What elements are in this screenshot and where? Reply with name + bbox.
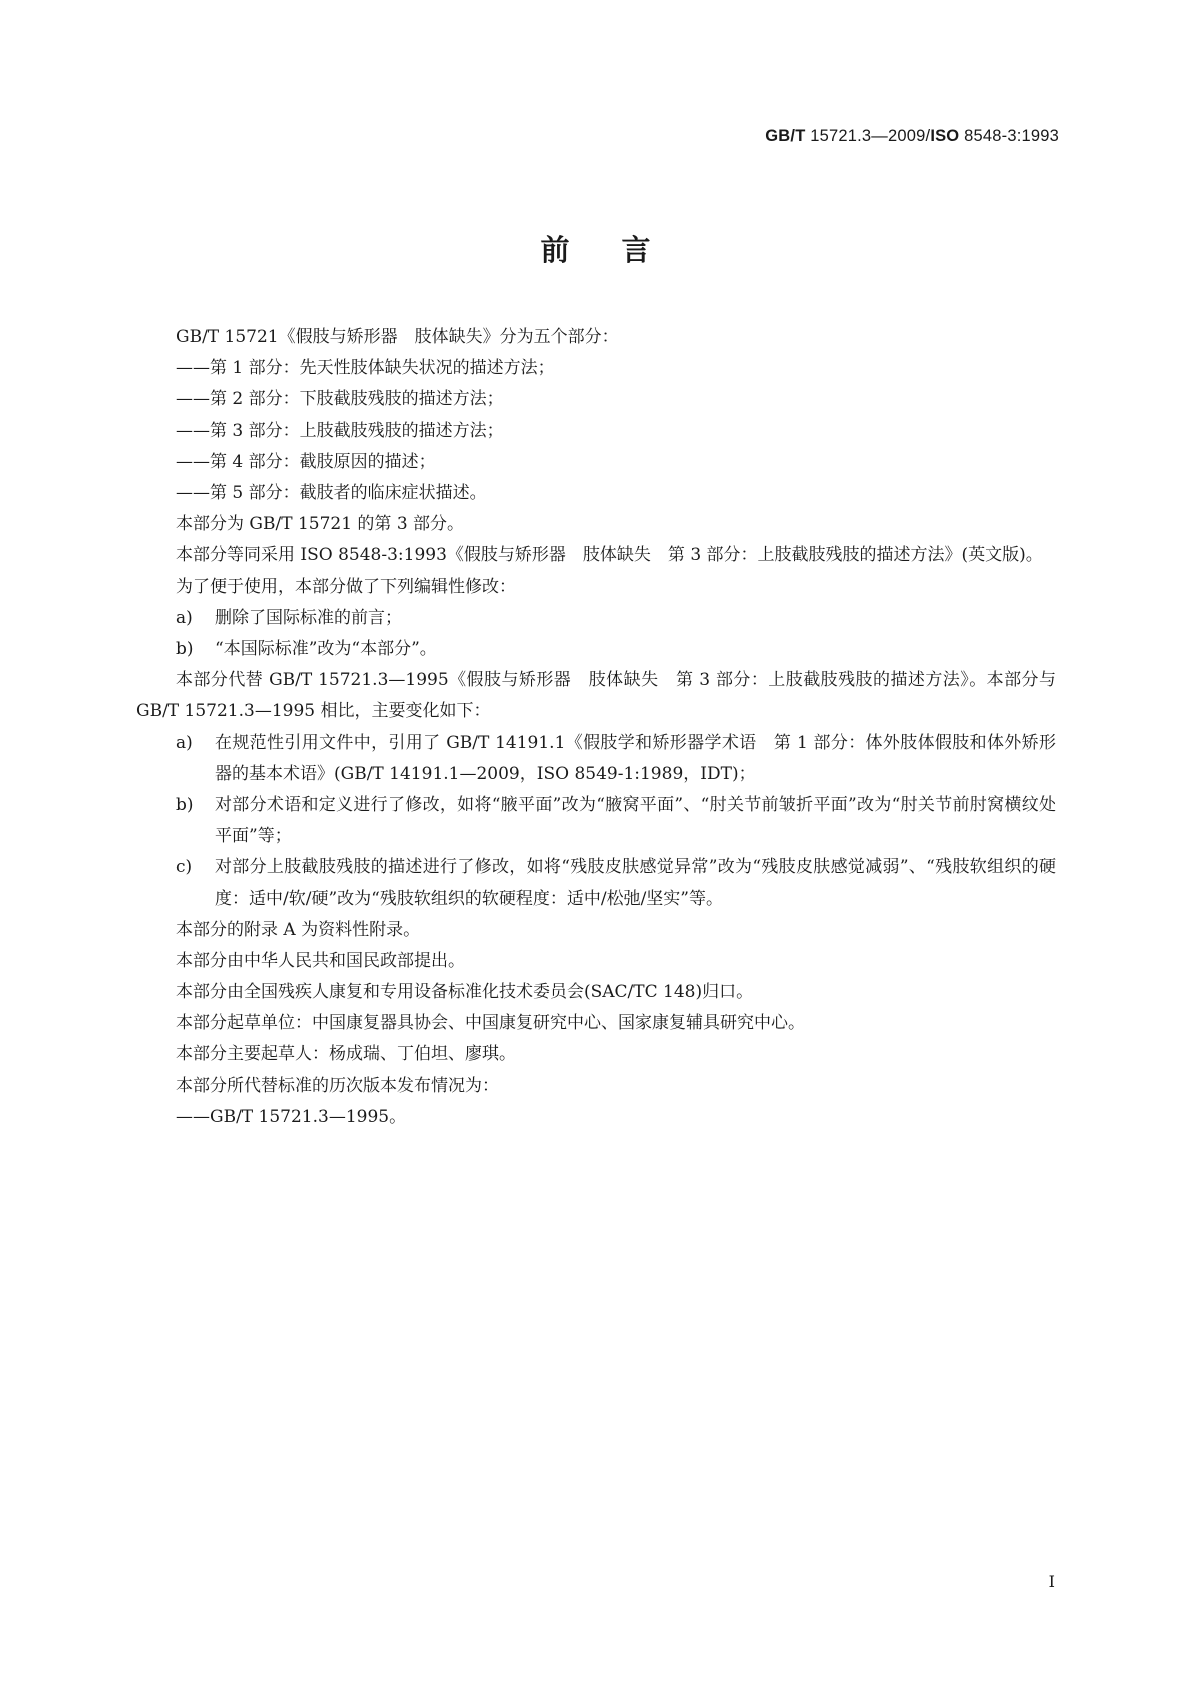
part-list-item: ——第 2 部分：下肢截肢残肢的描述方法； bbox=[176, 389, 504, 410]
list-marker: a) bbox=[176, 607, 193, 628]
standard-code-header bbox=[765, 127, 1059, 146]
proposed-by-paragraph: 本部分由中华人民共和国民政部提出。 bbox=[176, 950, 465, 971]
list-item-text: 在规范性引用文件中，引用了 GB/T 14191.1《假肢学和矫形器学术语 第 1 部分：体外肢体假肢和体外矫形器的基本术语》(GB/T 14191.1—2009，ISO 8549-1:1989，IDT)； bbox=[215, 732, 1056, 784]
list-marker: c) bbox=[176, 857, 193, 878]
page-title: 前言 bbox=[540, 233, 703, 267]
appendix-paragraph: 本部分的附录 A 为资料性附录。 bbox=[176, 919, 421, 940]
list-item-text: “本国际标准”改为“本部分”。 bbox=[215, 638, 437, 659]
list-marker: a) bbox=[176, 732, 193, 753]
change-list-item bbox=[136, 852, 1056, 914]
change-list-item bbox=[136, 728, 1056, 790]
editorial-list-item bbox=[136, 634, 1056, 665]
under-paragraph: 本部分由全国残疾人康复和专用设备标准化技术委员会(SAC/TC 148)归口。 bbox=[176, 982, 754, 1003]
header-code-iso-number: 8548-3:1993 bbox=[959, 127, 1059, 145]
history-list-item: ——GB/T 15721.3—1995。 bbox=[176, 1106, 407, 1127]
replaces-paragraph: 本部分代替 GB/T 15721.3—1995《假肢与矫形器 肢体缺失 第 3 部分：上肢截肢残肢的描述方法》。本部分与 GB/T 15721.3—1995 相比，主要变化如下： bbox=[136, 670, 1056, 722]
drafters-paragraph: 本部分主要起草人：杨成瑞、丁伯坦、廖琪。 bbox=[176, 1044, 516, 1065]
this-part-paragraph: 本部分为 GB/T 15721 的第 3 部分。 bbox=[176, 514, 465, 535]
header-code-number: 15721.3—2009/ bbox=[805, 127, 931, 145]
document-body bbox=[136, 322, 1056, 1133]
editorial-intro-paragraph: 为了便于使用，本部分做了下列编辑性修改： bbox=[176, 576, 516, 597]
list-item-text: 对部分上肢截肢残肢的描述进行了修改，如将“残肢皮肤感觉异常”改为“残肢皮肤感觉减弱”、“残肢软组织的硬度：适中/软/硬”改为“残肢软组织的软硬程度：适中/松弛/坚实”等。 bbox=[215, 857, 1056, 909]
editorial-list-item bbox=[136, 603, 1056, 634]
list-item-text: 对部分术语和定义进行了修改，如将“腋平面”改为“腋窝平面”、“肘关节前皱折平面”改为“肘关节前肘窝横纹处平面”等； bbox=[215, 794, 1056, 847]
intro-paragraph: GB/T 15721《假肢与矫形器 肢体缺失》分为五个部分： bbox=[176, 327, 619, 347]
adoption-paragraph: 本部分等同采用 ISO 8548-3:1993《假肢与矫形器 肢体缺失 第 3 部分：上肢截肢残肢的描述方法》(英文版)。 bbox=[176, 545, 1043, 566]
part-list-item: ——第 5 部分：截肢者的临床症状描述。 bbox=[176, 482, 487, 503]
drafting-units-paragraph: 本部分起草单位：中国康复器具协会、中国康复研究中心、国家康复辅具研究中心。 bbox=[176, 1013, 805, 1034]
list-item-text: 删除了国际标准的前言； bbox=[215, 607, 402, 628]
part-list-item: ——第 4 部分：截肢原因的描述； bbox=[176, 451, 436, 472]
page-number: I bbox=[1048, 1572, 1055, 1591]
list-marker: b) bbox=[176, 794, 194, 815]
part-list-item: ——第 3 部分：上肢截肢残肢的描述方法； bbox=[176, 420, 504, 441]
part-list-item: ——第 1 部分：先天性肢体缺失状况的描述方法； bbox=[176, 358, 555, 379]
list-marker: b) bbox=[176, 638, 194, 659]
header-code-iso: ISO bbox=[930, 127, 960, 145]
header-code-gbt: GB/T bbox=[765, 127, 806, 145]
history-intro-paragraph: 本部分所代替标准的历次版本发布情况为： bbox=[176, 1075, 499, 1096]
change-list-item bbox=[136, 790, 1056, 852]
